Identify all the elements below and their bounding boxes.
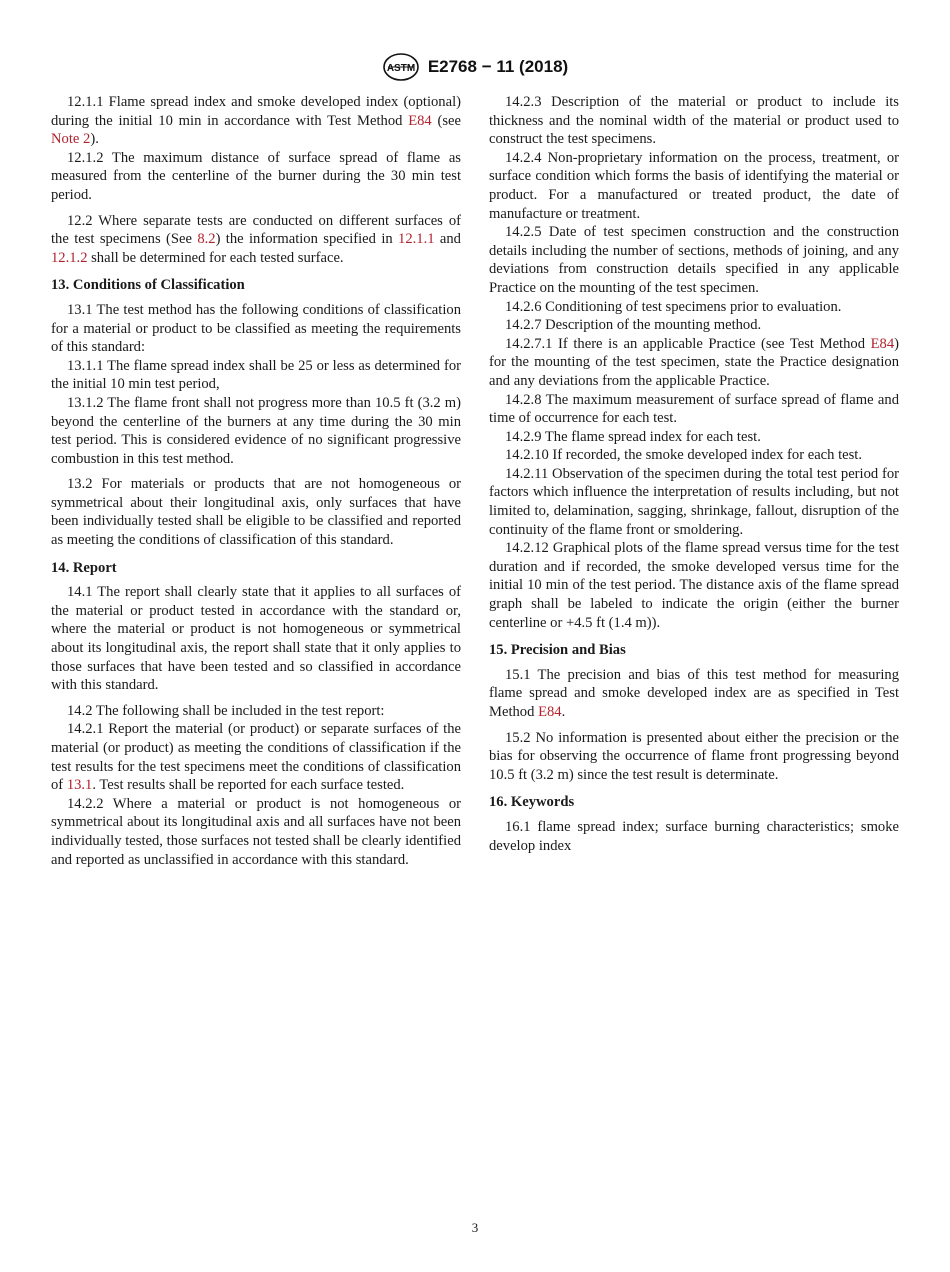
para-13-2: 13.2 For materials or products that are not homogeneous or symmetrical about their longitudinal axis, only surfaces that have been individually tested shall be eligible to be classified and reported as meeting the conditions of classification of this standard. (51, 476, 461, 549)
link-note-2[interactable]: Note 2 (51, 131, 91, 148)
link-13-1[interactable]: 13.1 (66, 777, 93, 794)
para-12-2: 12.2 Where separate tests are conducted on different surfaces of the test specimens (See 8.2) the information specified in 12.1.1 and 12.1.2 shall be determined for each tested surface. (51, 212, 461, 266)
para-14-2-1: 14.2.1 Report the material (or product) or separate surfaces of the material (or product) as meeting the conditions of classification if the test results for the test specimens meet the conditions of classification of 13.1. Test results shall be reported for each surface tested. (51, 721, 461, 794)
para-14-2-11: 14.2.11 Observation of the specimen during the total test period for factors which influence the interpretation of results including, but not limited to, delamination, sagging, shrinkage, fallout, disruption of the continuity of the flame front or smoldering. (489, 465, 899, 538)
page-header (0, 52, 950, 82)
para-14-2-8: 14.2.8 The maximum measurement of surface spread of flame and time of occurrence for each test. (489, 391, 899, 427)
para-14-2-6: 14.2.6 Conditioning of test specimens prior to evaluation. (505, 298, 842, 315)
para-13-1-1: 13.1.1 The flame spread index shall be 25 or less as determined for the initial 10 min test period, (51, 357, 461, 393)
left-column (51, 93, 461, 869)
para-14-2-7: 14.2.7 Description of the mounting method. (505, 317, 762, 334)
para-13-1-2: 13.1.2 The flame front shall not progress more than 10.5 ft (3.2 m) beyond the centerline of the burners at any time during the 30 min test period. This is considered evidence of no significant progressive combustion in this test method. (51, 394, 461, 467)
link-e84[interactable]: E84 (870, 335, 895, 352)
heading-section-13: 13. Conditions of Classification (51, 277, 245, 294)
link-e84[interactable]: E84 (538, 704, 562, 720)
link-12-1-1[interactable]: 12.1.1 (398, 231, 435, 248)
para-14-1: 14.1 The report shall clearly state that it applies to all surfaces of the material or product tested in accordance with the standard or, where the material or product is not homogeneous or symmetrical about its longitudinal axis, the report shall state that it only applies to those surfaces that have been tested and so classified in accordance with this standard. (51, 584, 461, 694)
para-13-1: 13.1 The test method has the following conditions of classification for a material or product to be classified as meeting the requirements of this standard: (51, 301, 461, 356)
para-14-2-10: 14.2.10 If recorded, the smoke developed index for each test. (505, 447, 863, 464)
heading-section-14: 14. Report (51, 559, 117, 576)
link-e84[interactable]: E84 (408, 112, 432, 129)
para-14-2-3: 14.2.3 Description of the material or product to include its thickness and the nominal width of the material or product used to construct the test specimens. (489, 94, 899, 148)
para-14-2-7-1: 14.2.7.1 If there is an applicable Practice (see Test Method E84) for the mounting of the test specimen, state the Practice designation and any deviations from the applicable Practice. (489, 335, 899, 389)
right-column (489, 93, 899, 855)
heading-section-16: 16. Keywords (489, 794, 575, 811)
para-14-2-5: 14.2.5 Date of test specimen construction and the construction details including the number of sections, methods of joining, and any deviations from construction details specified in any applicable Practice on the mounting of the test specimen. (489, 224, 899, 296)
link-8-2[interactable]: 8.2 (197, 231, 216, 248)
para-15-2: 15.2 No information is presented about either the precision or the bias for observing the occurrence of flame front progressing beyond 10.5 ft (3.2 m) since the test result is determinate. (489, 729, 899, 783)
para-14-2-2: 14.2.2 Where a material or product is not homogeneous or symmetrical about its longitudinal axis and all surfaces have not been individually tested, those surfaces not tested shall be clearly identified and reported as unclassified in accordance with this standard. (51, 795, 461, 868)
astm-logo-icon (382, 52, 420, 82)
para-15-1: 15.1 The precision and bias of this test method for measuring flame spread and smoke developed index are as specified in Test Method E84. (489, 666, 899, 720)
para-14-2-12: 14.2.12 Graphical plots of the flame spread versus time for the test duration and if recorded, the smoke developed versus time for the initial 10 min of the test period. The distance axis of the flame spread graph shall be labeled to indicate the origin (either the burner centerline or +4.5 ft (1.4 m)). (489, 540, 899, 631)
para-14-2-9: 14.2.9 The flame spread index for each test. (505, 428, 761, 445)
para-16-1: 16.1 flame spread index; surface burning characteristics; smoke develop index (489, 818, 899, 854)
link-12-1-2[interactable]: 12.1.2 (51, 249, 88, 266)
document-id: E2768 − 11 (2018) (427, 57, 569, 76)
astm-logo-text: ASTM (386, 63, 415, 74)
para-14-2: 14.2 The following shall be included in the test report: (67, 702, 385, 719)
para-14-2-4: 14.2.4 Non-proprietary information on the process, treatment, or surface condition which forms the basis of identifying the material or product. For a manufactured or treated product, the date of manufacture or treatment. (489, 149, 899, 222)
para-12-1-1: 12.1.1 Flame spread index and smoke developed index (optional) during the initial 10 min in accordance with Test Method E84 (see Note 2). (51, 94, 461, 148)
para-12-1-2: 12.1.2 The maximum distance of surface spread of flame as measured from the centerline of the burner during the 30 min test period. (51, 149, 461, 203)
page-number: 3 (471, 1220, 479, 1235)
heading-section-15: 15. Precision and Bias (489, 642, 626, 659)
